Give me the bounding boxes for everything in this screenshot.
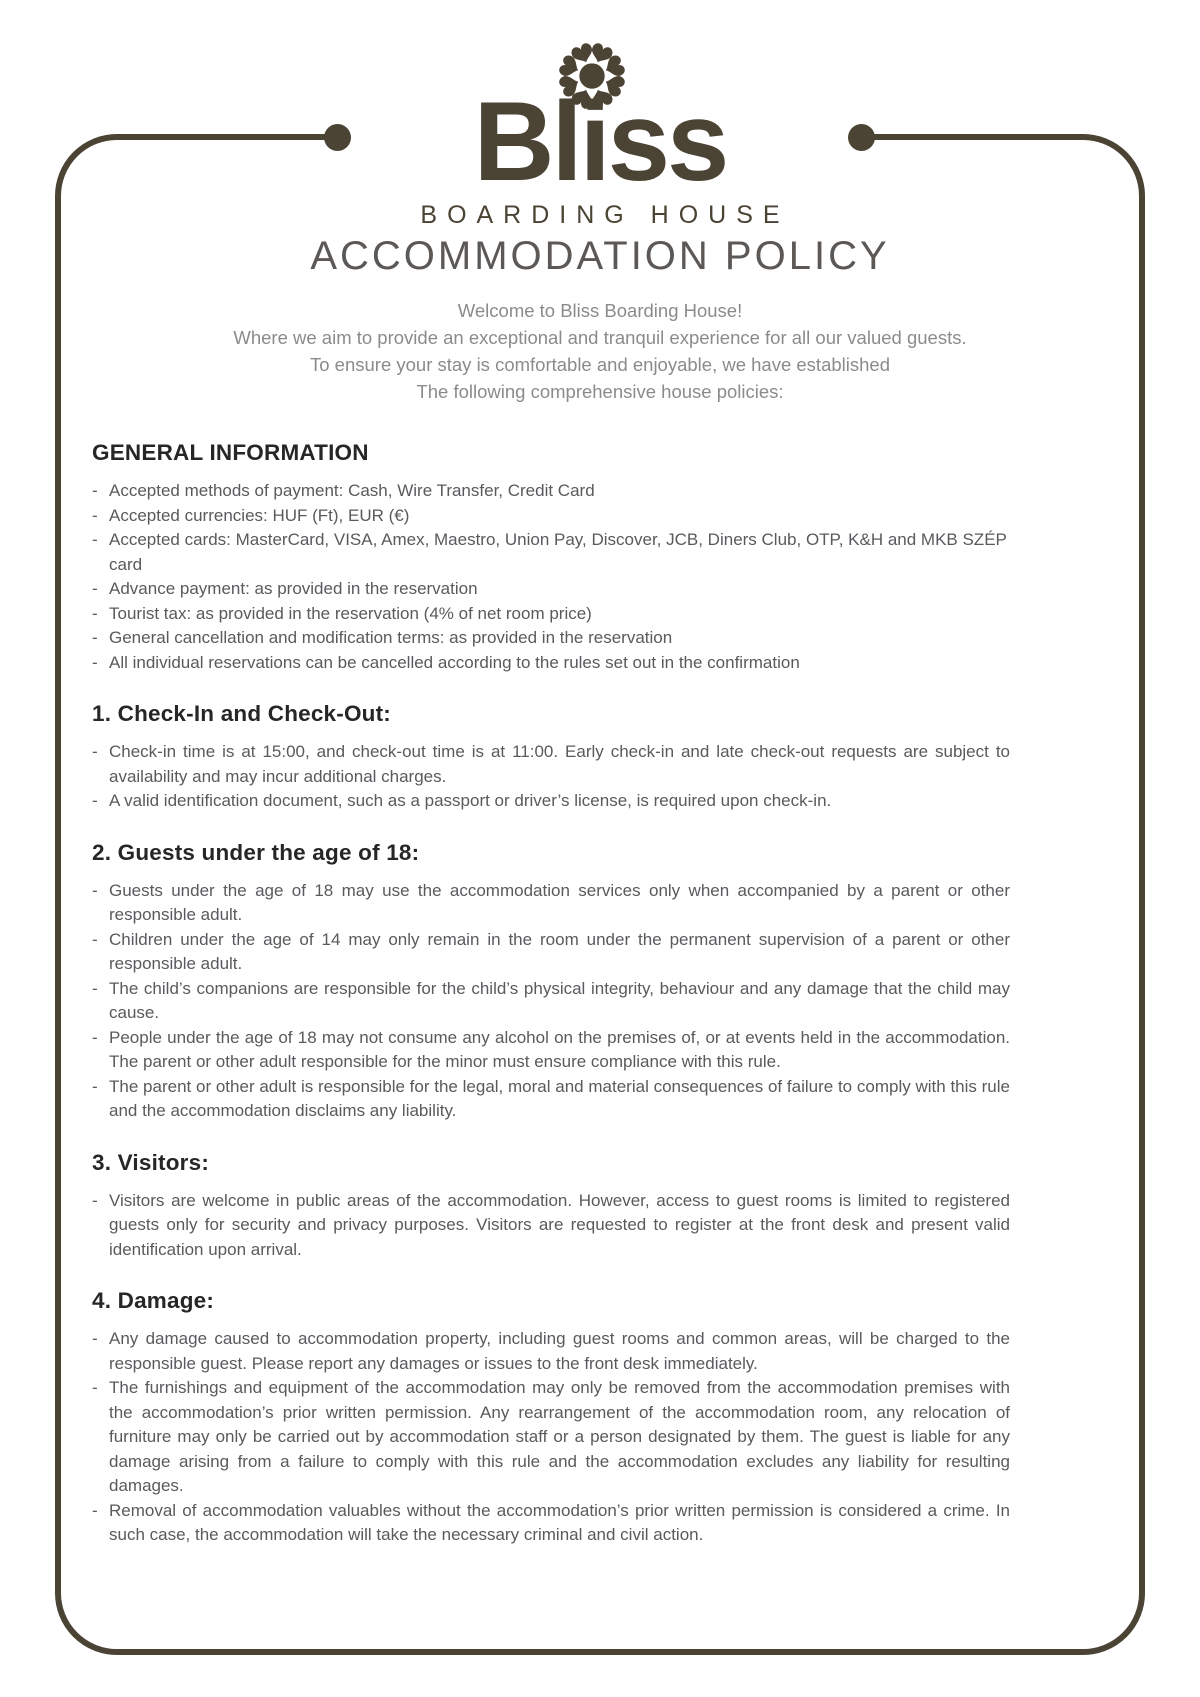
bullet-dash: - [92,978,98,998]
policy-section [92,701,1010,814]
policy-item [92,1327,1010,1376]
brand-name: Bliss [473,79,727,204]
policy-item [92,1026,1010,1075]
policy-list [92,1327,1010,1548]
bullet-dash: - [92,791,98,810]
bullet-dash: - [92,1076,98,1096]
policy-item-text: General cancellation and modification terms: as provided in the reservation [109,628,673,647]
bullet-dash: - [92,1329,98,1348]
intro-line: Welcome to Bliss Boarding House! [457,300,743,321]
bullet-dash: - [92,481,98,500]
policy-item [92,528,1010,577]
policy-item [92,1499,1010,1548]
policy-list [92,1189,1010,1263]
bullet-dash: - [92,1027,98,1047]
bullet-dash: - [92,603,98,623]
policy-item [92,602,1010,627]
policy-item-text: Accepted cards: MasterCard, VISA, Amex, Maestro, Union Pay, Discover, JCB, Diners Club, OTP, K&H and MKB SZÉP card [109,530,1007,574]
policy-item-text: Children under the age of 14 may only remain in the room under the permanent supervision of a parent or other responsible adult. [109,929,1010,973]
page-title: ACCOMMODATION POLICY [310,234,890,278]
policy-item-text: Accepted currencies: HUF (Ft), EUR (€) [109,505,410,525]
policy-item [92,789,1010,814]
intro-line: The following comprehensive house policies: [416,381,784,402]
bullet-dash: - [92,1378,98,1397]
bullet-dash: - [92,929,98,949]
bullet-dash: - [92,505,98,525]
intro-line: To ensure your stay is comfortable and enjoyable, we have established [309,354,890,375]
section-heading: 3. Visitors: [92,1149,210,1175]
policy-item [92,651,1010,676]
policy-section [92,440,1010,675]
policy-sections [92,440,1010,1548]
policy-section [92,1150,1010,1263]
intro-line: Where we aim to provide an exceptional and tranquil experience for all our valued guests. [233,327,967,348]
policy-list [92,879,1010,1124]
policy-item-text: Accepted methods of payment: Cash, Wire Transfer, Credit Card [109,481,595,500]
policy-item [92,1189,1010,1263]
policy-item [92,626,1010,651]
policy-item-text: People under the age of 18 may not consume any alcohol on the premises of, or at events held in the accommodation. The parent or other adult responsible for the minor must ensure compliance with this rule. [109,1027,1010,1071]
policy-item [92,879,1010,928]
policy-item [92,504,1010,529]
brand-subtitle: BOARDING HOUSE [420,201,790,229]
policy-item [92,577,1010,602]
policy-item-text: Any damage caused to accommodation property, including guest rooms and common areas, will be charged to the responsible guest. Please report any damages or issues to the front desk immediately. [109,1329,1010,1373]
bullet-dash: - [92,530,98,549]
section-heading: GENERAL INFORMATION [92,440,369,465]
section-heading: 2. Guests under the age of 18: [92,839,420,865]
bullet-dash: - [92,1500,98,1520]
policy-item-text: A valid identification document, such as a passport or driver’s license, is required upon check-in. [109,791,832,810]
policy-item [92,479,1010,504]
policy-list [92,740,1010,814]
policy-item [92,740,1010,789]
policy-item-text: The furnishings and equipment of the accommodation may only be removed from the accommodation premises with the accommodation’s prior written permission. Any rearrangement of the accommodation room, any relocation of furniture may only be carried out by accommodation staff or a person designated by them. The guest is liable for any damage arising from a failure to comply with this rule and the accommodation excludes any liability for resulting damages. [109,1378,1010,1495]
policy-item-text: Check-in time is at 15:00, and check-out time is at 11:00. Early check-in and late check-out requests are subject to availability and may incur additional charges. [109,742,1010,786]
policy-item-text: Tourist tax: as provided in the reservation (4% of net room price) [109,603,592,623]
policy-item-text: Guests under the age of 18 may use the accommodation services only when accompanied by a parent or other responsible adult. [109,880,1010,924]
policy-item-text: Visitors are welcome in public areas of the accommodation. However, access to guest rooms is limited to registered guests only for security and privacy purposes. Visitors are requested to register at the front desk and present valid identification upon arrival. [109,1190,1010,1259]
policy-item [92,928,1010,977]
policy-item-text: All individual reservations can be cancelled according to the rules set out in the confirmation [109,652,800,672]
policy-item-text: The child’s companions are responsible for the child’s physical integrity, behaviour and any damage that the child may cause. [109,978,1010,1022]
bullet-dash: - [92,579,98,598]
policy-list [92,479,1010,675]
policy-item-text: Removal of accommodation valuables without the accommodation’s prior written permission is considered a crime. In such case, the accommodation will take the necessary criminal and civil action. [109,1500,1010,1544]
section-heading: 1. Check-In and Check-Out: [92,701,391,726]
bullet-dash: - [92,880,98,900]
policy-item-text: The parent or other adult is responsible for the legal, moral and material consequences of failure to comply with this rule and the accommodation disclaims any liability. [109,1076,1010,1120]
bullet-dash: - [92,652,98,672]
policy-item [92,1075,1010,1124]
bullet-dash: - [92,628,98,647]
policy-item-text: Advance payment: as provided in the reservation [109,579,478,598]
policy-item [92,1376,1010,1499]
section-heading: 4. Damage: [92,1288,215,1313]
policy-section [92,840,1010,1124]
policy-section [92,1288,1010,1548]
policy-item [92,977,1010,1026]
bullet-dash: - [92,1190,98,1210]
bullet-dash: - [92,742,98,761]
intro-text [0,297,1200,405]
